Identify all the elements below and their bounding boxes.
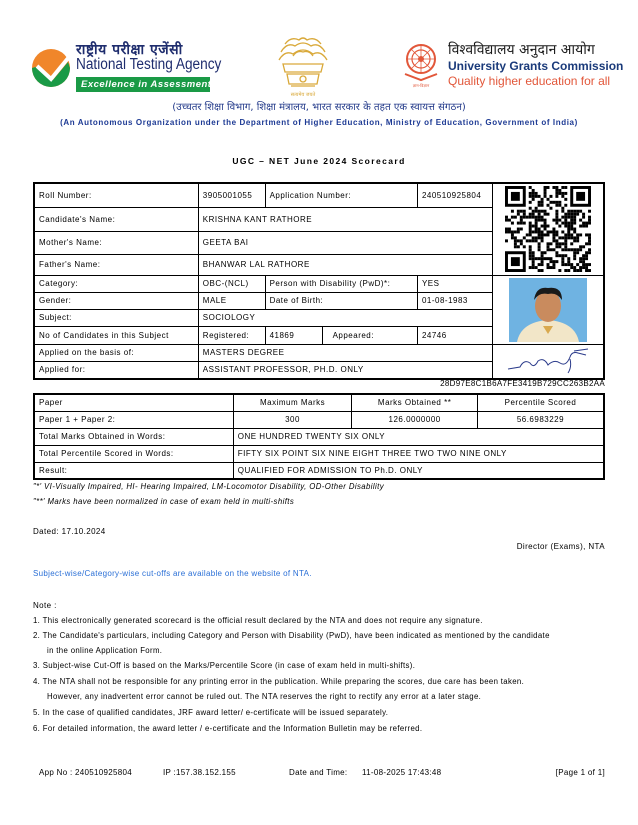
ugc-logo <box>398 40 638 90</box>
nta-checkmark-icon <box>31 48 71 88</box>
subject-value: SOCIOLOGY <box>198 309 492 326</box>
applied-for-label: Applied for: <box>34 361 198 379</box>
qr-code-icon <box>505 186 591 272</box>
header-marks-obtained: Marks Obtained ** <box>352 394 478 411</box>
note-item: 6. For detailed information, the award letter / e-certificate and the Information Bulletin may be referred. <box>33 724 423 733</box>
nta-logo <box>28 40 222 95</box>
footer-datetime-label: Date and Time: <box>289 768 348 777</box>
marks-obtained-value: 126.0000000 <box>352 411 478 428</box>
candidate-photo-cell <box>492 275 604 344</box>
appeared-value: 24746 <box>417 326 492 344</box>
table-row <box>34 344 604 361</box>
appeared-label: Appeared: <box>332 330 374 340</box>
mother-name-label: Mother's Name: <box>34 231 198 254</box>
svg-text:ज्ञान-विज्ञान: ज्ञान-विज्ञान <box>412 83 430 88</box>
percentile-words-label: Total Percentile Scored in Words: <box>34 445 233 462</box>
registered-value: 41869 <box>266 327 323 344</box>
header-maximum-marks: Maximum Marks <box>233 394 352 411</box>
table-row <box>34 428 604 445</box>
svg-text:सत्यमेव जयते: सत्यमेव जयते <box>290 92 316 98</box>
result-value: QUALIFIED FOR ADMISSION TO Ph.D. ONLY <box>233 462 604 479</box>
national-emblem-icon <box>263 34 343 100</box>
father-name-value: BHANWAR LAL RATHORE <box>198 254 492 275</box>
gender-value: MALE <box>198 292 265 309</box>
marks-words-label: Total Marks Obtained in Words: <box>34 428 233 445</box>
registered-label: Registered: <box>198 326 265 344</box>
subject-label: Subject: <box>34 309 198 326</box>
cutoff-link[interactable]: Subject-wise/Category-wise cut-offs are available on the website of NTA. <box>33 569 312 578</box>
percentile-words-value: FIFTY SIX POINT SIX NINE EIGHT THREE TWO TWO NINE ONLY <box>233 445 604 462</box>
table-header-row <box>34 394 604 411</box>
applied-basis-label: Applied on the basis of: <box>34 344 198 361</box>
footer-datetime-value: 11-08-2025 17:43:48 <box>362 768 442 777</box>
verification-hash: 28D97E8C1B6A7FE3419B729CC263B2AA <box>440 379 605 388</box>
nta-english-name: National Testing Agency <box>76 56 222 73</box>
note-item: 4. The NTA shall not be responsible for any printing error in the publication. While preparing the scores, due care has been taken. <box>33 677 525 686</box>
ugc-wheel-icon <box>400 42 442 88</box>
nta-tagline: Excellence in Assessment <box>76 77 210 92</box>
ugc-tagline: Quality higher education for all <box>448 74 611 88</box>
pwd-label: Person with Disability (PwD)*: <box>265 275 417 292</box>
footer-page-number: [Page 1 of 1] <box>555 768 605 777</box>
nta-hindi-name: राष्ट्रीय परीक्षा एजेंसी <box>76 42 183 58</box>
category-value: OBC-(NCL) <box>198 275 265 292</box>
dob-label: Date of Birth: <box>265 292 417 309</box>
ugc-hindi-name: विश्वविद्यालय अनुदान आयोग <box>448 42 595 58</box>
note-item: 2. The Candidate's particulars, including Category and Person with Disability (PwD), have been indicated as mentioned by the candidate <box>33 631 550 640</box>
mother-name-value: GEETA BAI <box>198 231 492 254</box>
normalized-footnote: "**' Marks have been normalized in case of exam held in multi-shifts <box>33 497 295 506</box>
percentile-value: 56.6983229 <box>477 411 604 428</box>
candidates-count-label: No of Candidates in this Subject <box>34 326 198 344</box>
application-number-label: Application Number: <box>265 183 417 207</box>
pwd-value: YES <box>417 275 492 292</box>
dob-value: 01-08-1983 <box>417 292 492 309</box>
candidate-photo <box>509 278 587 342</box>
note-item: 1. This electronically generated scorecard is the official result declared by the NTA and does not require any signature. <box>33 616 483 625</box>
dated: Dated: 17.10.2024 <box>33 527 106 536</box>
table-row <box>34 445 604 462</box>
gender-label: Gender: <box>34 292 198 309</box>
table-row <box>34 275 604 292</box>
qr-code-cell <box>492 183 604 275</box>
table-row <box>34 462 604 479</box>
applied-basis-value: MASTERS DEGREE <box>198 344 492 361</box>
paper-name: Paper 1 + Paper 2: <box>34 411 233 428</box>
candidate-signature <box>498 345 598 377</box>
pwd-footnote: "*' VI-Visually Impaired, HI- Hearing Impaired, LM-Locomotor Disability, OD-Other Disability <box>33 482 385 491</box>
hindi-subtitle: (उच्चतर शिक्षा विभाग, शिक्षा मंत्रालय, भारत सरकार के तहत एक स्वायत्त संगठन) <box>172 102 466 113</box>
note-heading: Note : <box>33 601 57 610</box>
director-signatory: Director (Exams), NTA <box>516 542 605 551</box>
scorecard-title: UGC – NET June 2024 Scorecard <box>232 156 406 166</box>
note-item: 3. Subject-wise Cut-Off is based on the Marks/Percentile Score (in case of exam held in multi-shifts). <box>33 661 416 670</box>
note-item: 5. In the case of qualified candidates, JRF award letter/ e-certificate will be issued separately. <box>33 708 389 717</box>
roll-number-value: 3905001055 <box>198 183 265 207</box>
english-subtitle: (An Autonomous Organization under the Department of Higher Education, Ministry of Education, Government of India) <box>60 118 578 127</box>
maximum-marks-value: 300 <box>233 411 352 428</box>
category-label: Category: <box>34 275 198 292</box>
note-item-continuation: in the online Application Form. <box>47 646 163 655</box>
application-number-value: 240510925804 <box>417 183 492 207</box>
registered-appeared-cell <box>265 326 417 344</box>
note-item-continuation: However, any inadvertent error cannot be ruled out. The NTA reserves the right to rectify any error at a later stage. <box>47 692 482 701</box>
roll-number-label: Roll Number: <box>34 183 198 207</box>
score-table <box>33 393 605 480</box>
table-row <box>34 183 604 207</box>
ugc-english-name: University Grants Commission <box>448 59 624 73</box>
applied-for-value: ASSISTANT PROFESSOR, PH.D. ONLY <box>198 361 492 379</box>
candidate-name-value: KRISHNA KANT RATHORE <box>198 207 492 231</box>
result-label: Result: <box>34 462 233 479</box>
header-paper: Paper <box>34 394 233 411</box>
footer-app-number: App No : 240510925804 <box>39 768 133 777</box>
header-percentile: Percentile Scored <box>477 394 604 411</box>
table-row <box>34 411 604 428</box>
father-name-label: Father's Name: <box>34 254 198 275</box>
candidate-details-table <box>33 182 605 380</box>
signature-cell <box>492 344 604 379</box>
marks-words-value: ONE HUNDRED TWENTY SIX ONLY <box>233 428 604 445</box>
footer-ip: IP :157.38.152.155 <box>163 768 236 777</box>
candidate-name-label: Candidate's Name: <box>34 207 198 231</box>
